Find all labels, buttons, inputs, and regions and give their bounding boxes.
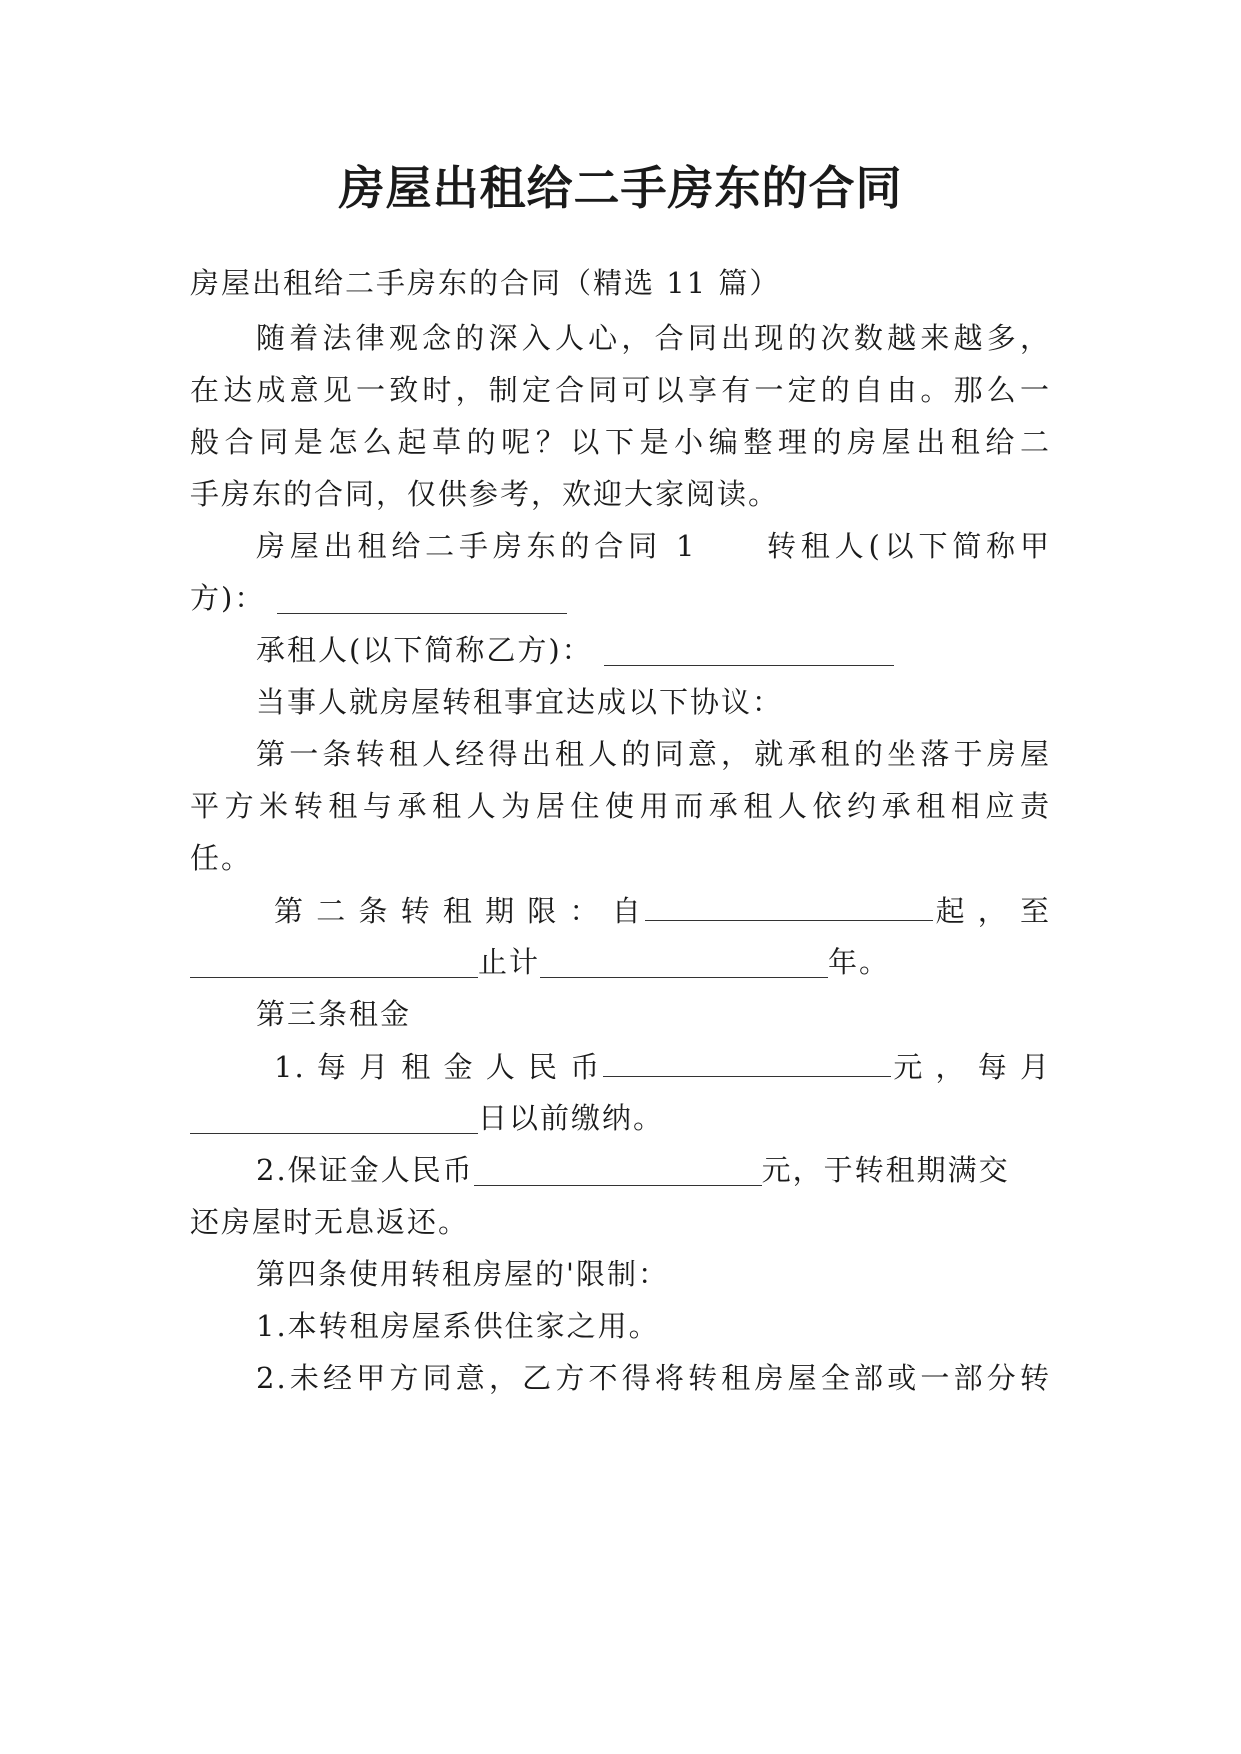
- article3-heading: 第三条租金: [256, 997, 412, 1031]
- article4-item-1: 1.本转租房屋系供住家之用。: [256, 1309, 660, 1343]
- agreement-line: 当事人就房屋转租事宜达成以下协议：: [256, 685, 784, 719]
- rent-line-2: [190, 1098, 1051, 1138]
- term-end-blank: [190, 947, 478, 978]
- party-b-blank: [604, 635, 894, 666]
- term-start-blank: [645, 890, 933, 921]
- intro-line-4: 手房东的合同，仅供参考，欢迎大家阅读。: [190, 477, 780, 511]
- deposit-line-1: [256, 1150, 1051, 1190]
- article2-total-label: 止计: [478, 945, 541, 979]
- rent-day-blank: [190, 1103, 478, 1134]
- deposit-amount-blank: [474, 1155, 762, 1186]
- intro-line-1: 随着法律观念的深入人心，合同出现的次数越来越多，: [256, 321, 1051, 355]
- article2-line-2: [190, 942, 1051, 982]
- document-title: 房屋出租给二手房东的合同: [338, 161, 903, 215]
- rent-unit-label: 元 ， 每 月: [893, 1050, 1051, 1084]
- contract-heading-line: 房屋出租给二手房东的合同 1 转租人(以下简称甲: [256, 529, 1051, 563]
- article2-to-label: 起 ， 至: [935, 894, 1051, 928]
- term-years-blank: [540, 947, 828, 978]
- article4-heading: 第四条使用转租房屋的'限制：: [256, 1257, 669, 1291]
- intro-line-2: 在达成意见一致时，制定合同可以享有一定的自由。那么一: [190, 373, 1051, 407]
- party-a-line: [190, 578, 1051, 618]
- article4-item-2: 2.未经甲方同意，乙方不得将转租房屋全部或一部分转: [256, 1361, 1051, 1395]
- article2-term-label: 第 二 条 转 租 期 限 ： 自: [274, 894, 643, 928]
- rent-amount-blank: [603, 1046, 891, 1077]
- party-b-label: 承租人(以下简称乙方)：: [256, 633, 593, 667]
- rent-line-1: [274, 1046, 1051, 1087]
- party-a-label: 方)：: [190, 581, 266, 615]
- article2-line-1: [274, 890, 1051, 931]
- subtitle-line: 房屋出租给二手房东的合同（精选 11 篇）: [190, 266, 781, 300]
- deposit-return-label: 元，于转租期满交: [761, 1153, 1010, 1187]
- party-a-blank: [277, 583, 567, 614]
- intro-line-3: 般合同是怎么起草的呢？以下是小编整理的房屋出租给二: [190, 425, 1051, 459]
- rent-due-label: 日以前缴纳。: [478, 1101, 665, 1135]
- article1-line-1: 第一条转租人经得出租人的同意，就承租的坐落于房屋: [256, 737, 1051, 771]
- article1-line-2: 平方米转租与承租人为居住使用而承租人依约承租相应责: [190, 789, 1051, 823]
- article1-line-3: 任。: [190, 841, 253, 875]
- party-b-line: [256, 630, 1051, 670]
- deposit-label: 2.保证金人民币: [256, 1153, 474, 1187]
- article2-year-label: 年。: [828, 945, 891, 979]
- deposit-line-2: 还房屋时无息返还。: [190, 1205, 470, 1239]
- rent-label: 1. 每 月 租 金 人 民 币: [274, 1050, 602, 1084]
